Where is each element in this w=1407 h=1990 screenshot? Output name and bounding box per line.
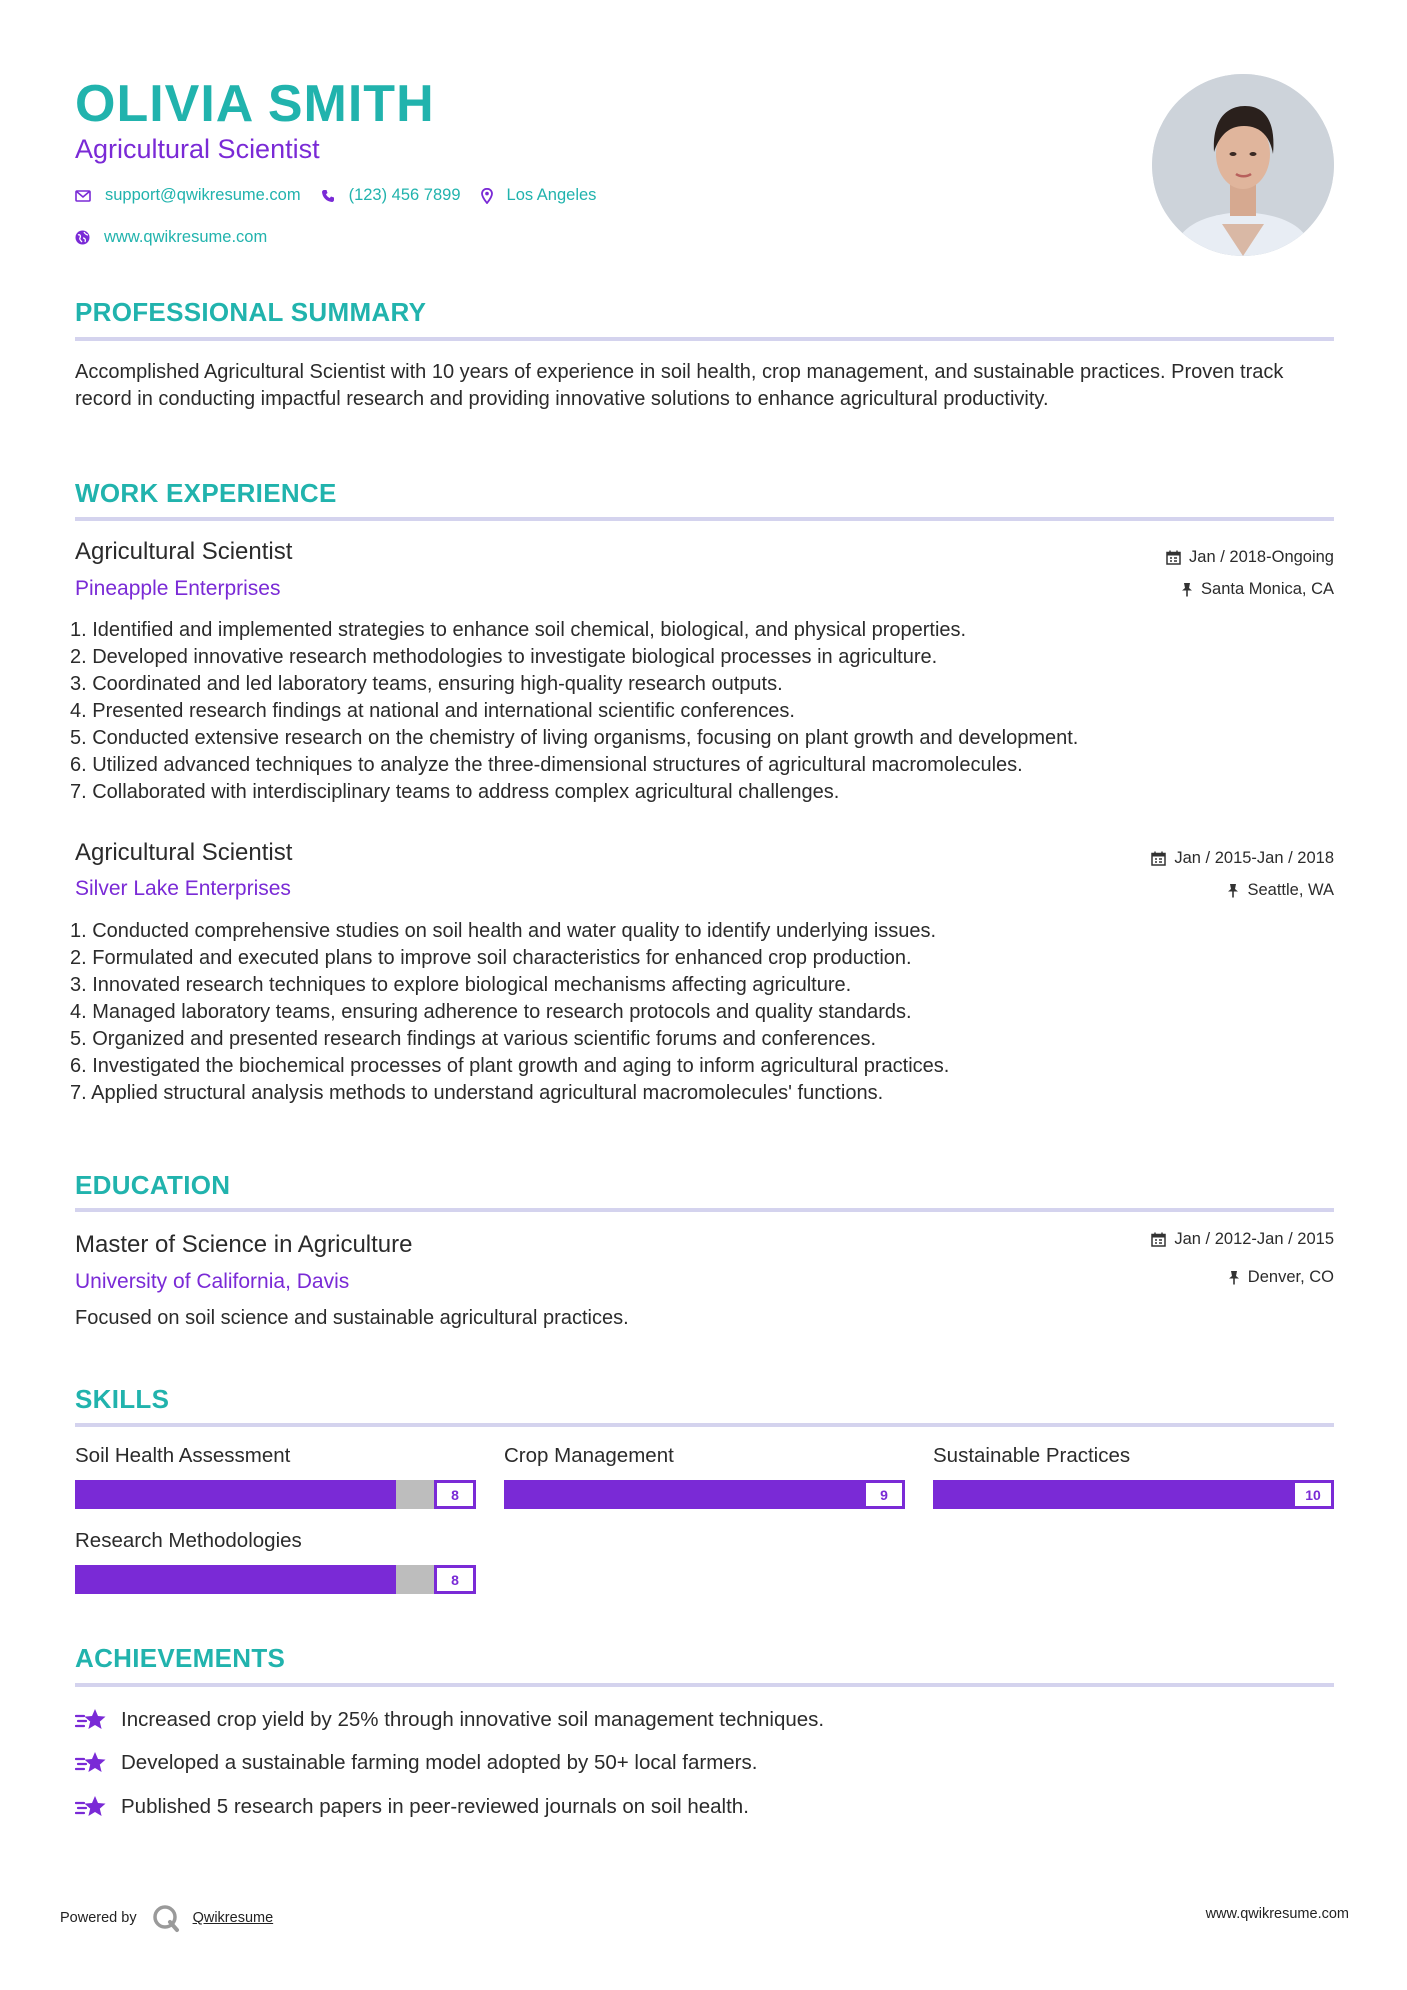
achievement-item: [75, 1794, 749, 1820]
skill-bar-empty: [396, 1565, 436, 1594]
job-2-bullet: 7. Applied structural analysis methods to understand agricultural macromolecules' functions.: [70, 1082, 884, 1104]
skill-bar-filled: [1254, 1480, 1294, 1509]
job-2-bullet: 2. Formulated and executed plans to improve soil characteristics for enhanced crop production.: [70, 947, 912, 969]
job-1-bullet: 5. Conducted extensive research on the chemistry of living organisms, focusing on plant growth and development.: [70, 727, 1079, 749]
skill-bar-filled: [933, 1480, 973, 1509]
skills-divider: [75, 1423, 1334, 1427]
skills-heading: SKILLS: [75, 1384, 170, 1414]
education-description: Focused on soil science and sustainable agricultural practices.: [75, 1307, 629, 1329]
job-2-title: Agricultural Scientist: [75, 839, 293, 866]
skill-level: 10: [1292, 1480, 1334, 1509]
contact-row-2: [75, 228, 287, 247]
summary-heading: PROFESSIONAL SUMMARY: [75, 297, 427, 327]
job-1-bullet: 4. Presented research findings at national and international scientific conferences.: [70, 700, 795, 722]
work-heading: WORK EXPERIENCE: [75, 478, 337, 508]
achievement-item: [75, 1750, 757, 1776]
skill-bar-filled: [316, 1565, 356, 1594]
contact-email[interactable]: [75, 186, 301, 205]
skill-name: Research Methodologies: [75, 1529, 302, 1552]
email-icon: [75, 190, 91, 202]
skill-bar-filled: [356, 1480, 396, 1509]
shooting-star-icon: [75, 1794, 107, 1820]
skill-bar-empty: [396, 1480, 436, 1509]
skill-bar-filled: [316, 1480, 356, 1509]
candidate-name: OLIVIA SMITH: [75, 75, 435, 133]
skill-bar-filled: [1133, 1480, 1173, 1509]
job-1-bullet: 6. Utilized advanced techniques to analyze the three-dimensional structures of agricultural macromolecules.: [70, 754, 1023, 776]
skill-bar-filled: [275, 1480, 315, 1509]
skill-bar-filled: [115, 1480, 155, 1509]
skill-bar: [75, 1565, 476, 1594]
skill-bar: [933, 1480, 1334, 1509]
skill-bar-filled: [973, 1480, 1013, 1509]
skill-level: 8: [434, 1565, 476, 1594]
skill-item: [504, 1444, 905, 1509]
footer-url[interactable]: www.qwikresume.com: [1205, 1906, 1349, 1922]
globe-icon: [75, 230, 90, 245]
achievement-text: Increased crop yield by 25% through innovative soil management techniques.: [121, 1708, 825, 1731]
map-pin-icon: [481, 188, 493, 204]
summary-text: Accomplished Agricultural Scientist with 10 years of experience in soil health, crop management, and sustainable practices. Proven track record in conducting impactful research and providing innovative solutions to enhance agricultural productivity.: [75, 361, 1284, 410]
skill-item: [933, 1444, 1334, 1509]
footer-powered-by: [60, 1903, 273, 1933]
achievement-text: Published 5 research papers in peer-reviewed journals on soil health.: [121, 1795, 749, 1818]
job-2-dates-text: Jan / 2015-Jan / 2018: [1174, 849, 1334, 867]
skill-name: Crop Management: [504, 1444, 674, 1467]
achievements-divider: [75, 1683, 1334, 1687]
skill-bar-filled: [1214, 1480, 1254, 1509]
achievements-heading: ACHIEVEMENTS: [75, 1643, 286, 1673]
skill-bar-filled: [504, 1480, 544, 1509]
shooting-star-icon: [75, 1707, 107, 1733]
skill-bar-filled: [115, 1565, 155, 1594]
job-1-company: Pineapple Enterprises: [75, 577, 281, 600]
school-name: University of California, Davis: [75, 1270, 350, 1293]
skill-bar-filled: [75, 1480, 115, 1509]
job-2-dates: [1151, 849, 1334, 868]
job-1-bullet: 3. Coordinated and led laboratory teams, ensuring high-quality research outputs.: [70, 673, 783, 695]
skill-bar-filled: [825, 1480, 865, 1509]
qwikresume-logo-icon: [151, 1903, 181, 1933]
email-text[interactable]: support@qwikresume.com: [105, 186, 301, 204]
job-1-dates: [1166, 548, 1334, 567]
summary-divider: [75, 337, 1334, 341]
job-2-location: [1227, 881, 1334, 900]
skill-item: [75, 1444, 476, 1509]
job-2-company: Silver Lake Enterprises: [75, 877, 291, 900]
achievement-text: Developed a sustainable farming model adopted by 50+ local farmers.: [121, 1751, 758, 1774]
job-2-bullets: [70, 918, 1340, 1107]
job-1-bullets: [70, 617, 1340, 806]
degree-title: Master of Science in Agriculture: [75, 1231, 413, 1258]
skill-bar-filled: [664, 1480, 704, 1509]
skill-item: [75, 1529, 476, 1594]
calendar-icon: [1151, 851, 1166, 866]
pushpin-icon: [1181, 582, 1193, 597]
phone-text[interactable]: (123) 456 7899: [348, 186, 461, 204]
skill-bar: [75, 1480, 476, 1509]
skill-bar-filled: [155, 1565, 195, 1594]
skill-bar-filled: [544, 1480, 584, 1509]
skill-bar-filled: [356, 1565, 396, 1594]
education-heading: EDUCATION: [75, 1170, 231, 1200]
skill-bar-filled: [75, 1565, 115, 1594]
job-2-bullet: 1. Conducted comprehensive studies on soil health and water quality to identify underlying issues.: [70, 920, 937, 942]
skill-bar: [504, 1480, 905, 1509]
skill-bar-filled: [1013, 1480, 1053, 1509]
education-dates: [1151, 1230, 1334, 1249]
skill-bar-filled: [785, 1480, 825, 1509]
shooting-star-icon: [75, 1750, 107, 1776]
job-1-location: [1181, 580, 1334, 599]
job-1-bullet: 7. Collaborated with interdisciplinary teams to address complex agricultural challenges.: [70, 781, 840, 803]
skill-bar-filled: [704, 1480, 744, 1509]
job-2-bullet: 6. Investigated the biochemical processes of plant growth and aging to inform agricultural practices.: [70, 1055, 950, 1077]
contact-location: [481, 186, 597, 205]
phone-icon: [321, 189, 335, 203]
education-dates-text: Jan / 2012-Jan / 2015: [1174, 1230, 1334, 1248]
skill-bar-filled: [624, 1480, 664, 1509]
skill-bar-filled: [275, 1565, 315, 1594]
calendar-icon: [1151, 1232, 1166, 1247]
education-location: [1228, 1268, 1334, 1287]
education-divider: [75, 1208, 1334, 1212]
skill-bar-filled: [1093, 1480, 1133, 1509]
website-text[interactable]: www.qwikresume.com: [104, 228, 268, 246]
powered-by-label: Powered by: [60, 1910, 137, 1926]
skill-bar-filled: [195, 1480, 235, 1509]
job-2-location-text: Seattle, WA: [1247, 881, 1334, 899]
work-divider: [75, 517, 1334, 521]
contact-row-1: [75, 186, 616, 205]
profile-photo: [1152, 74, 1334, 256]
skill-bar-filled: [745, 1480, 785, 1509]
job-1-title: Agricultural Scientist: [75, 538, 293, 565]
skill-bar-filled: [155, 1480, 195, 1509]
contact-phone[interactable]: [321, 186, 461, 205]
skill-bar-filled: [235, 1565, 275, 1594]
job-1-location-text: Santa Monica, CA: [1201, 580, 1334, 598]
job-2-bullet: 3. Innovated research techniques to explore biological mechanisms affecting agriculture.: [70, 974, 852, 996]
skill-level: 9: [863, 1480, 905, 1509]
job-1-bullet: 1. Identified and implemented strategies to enhance soil chemical, biological, and physical properties.: [70, 619, 967, 641]
job-1-bullet: 2. Developed innovative research methodologies to investigate biological processes in agriculture.: [70, 646, 938, 668]
calendar-icon: [1166, 550, 1181, 565]
skill-bar-filled: [584, 1480, 624, 1509]
contact-website[interactable]: [75, 228, 267, 247]
skill-bar-filled: [235, 1480, 275, 1509]
skill-level: 8: [434, 1480, 476, 1509]
candidate-title: Agricultural Scientist: [75, 134, 320, 164]
job-1-dates-text: Jan / 2018-Ongoing: [1189, 548, 1334, 566]
skill-bar-filled: [1174, 1480, 1214, 1509]
education-location-text: Denver, CO: [1247, 1268, 1334, 1286]
achievement-item: [75, 1707, 824, 1733]
skill-bar-filled: [1053, 1480, 1093, 1509]
qwikresume-link[interactable]: Qwikresume: [192, 1910, 274, 1926]
pushpin-icon: [1228, 1270, 1240, 1285]
skill-name: Soil Health Assessment: [75, 1444, 291, 1467]
skill-name: Sustainable Practices: [933, 1444, 1131, 1467]
location-text: Los Angeles: [506, 186, 597, 204]
pushpin-icon: [1227, 883, 1239, 898]
job-2-bullet: 5. Organized and presented research findings at various scientific forums and conferences.: [70, 1028, 876, 1050]
skill-bar-filled: [195, 1565, 235, 1594]
job-2-bullet: 4. Managed laboratory teams, ensuring adherence to research protocols and quality standards.: [70, 1001, 912, 1023]
